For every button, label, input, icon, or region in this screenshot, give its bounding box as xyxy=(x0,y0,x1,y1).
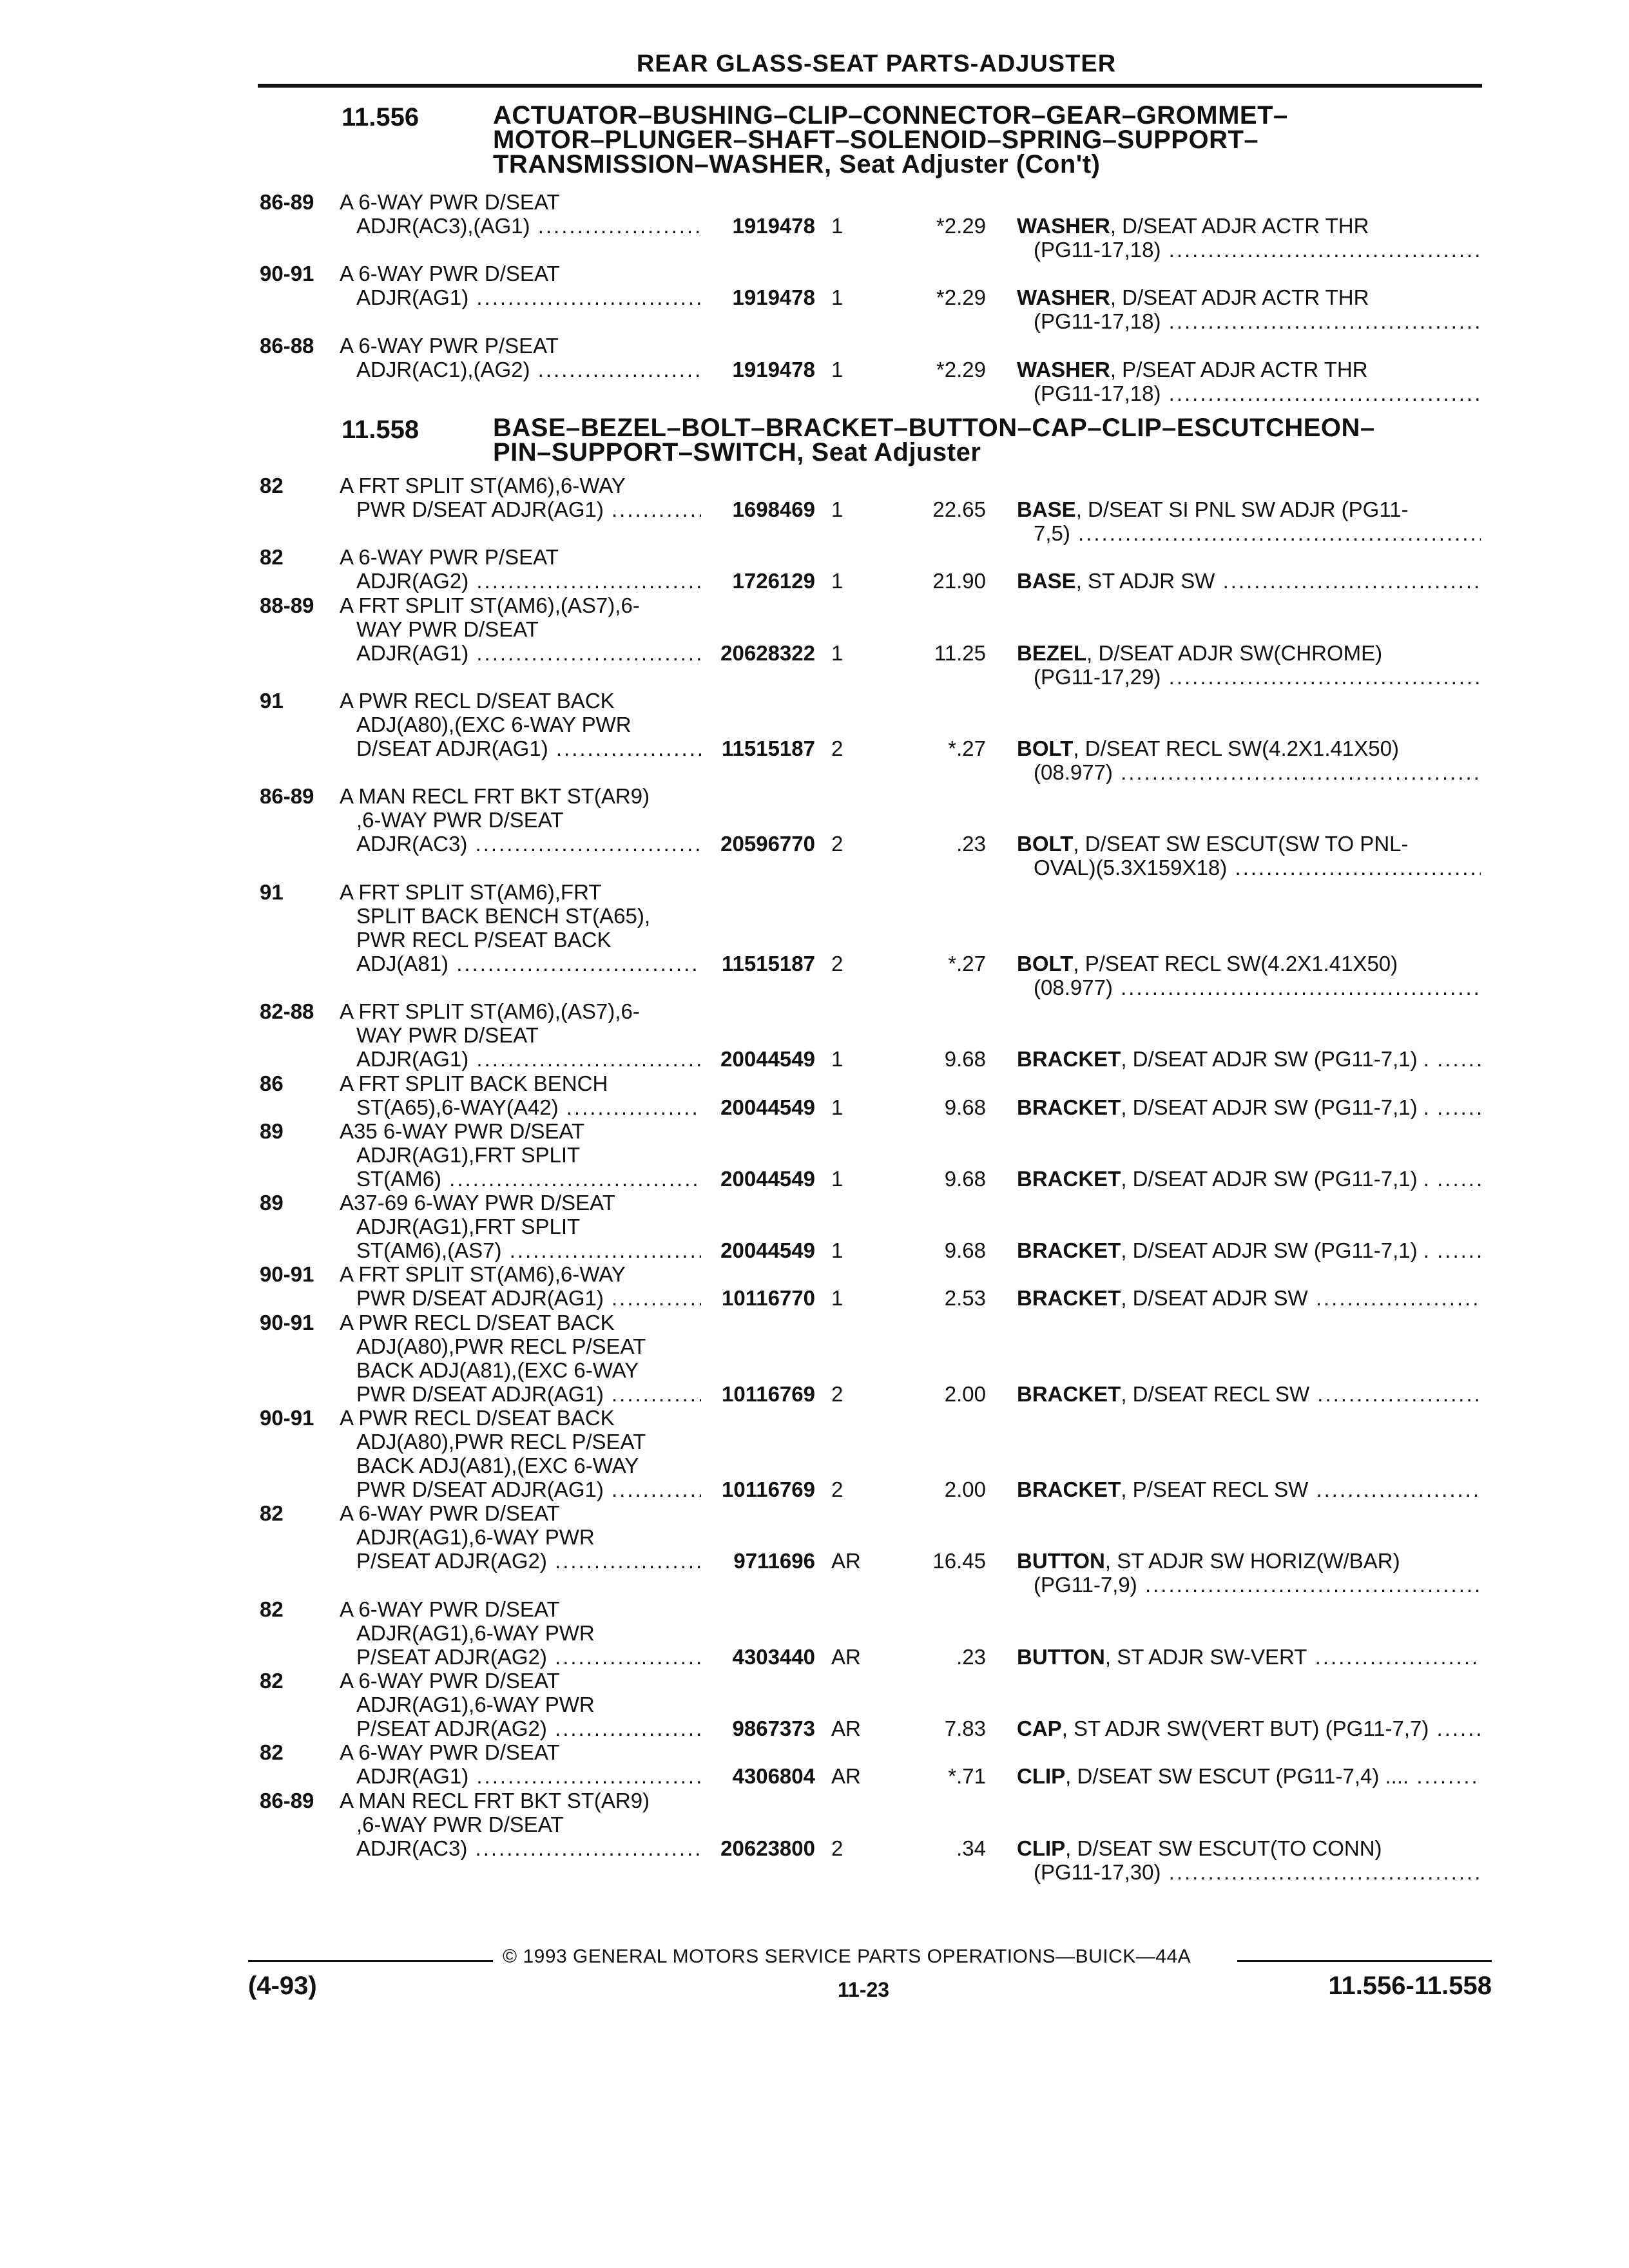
part-detail: , D/SEAT SW ESCUT (PG11-7,4) .... ..... xyxy=(1065,1764,1481,1788)
part-name: CLIP xyxy=(1017,1836,1066,1860)
usage-description xyxy=(340,1501,684,1573)
part-detail: , P/SEAT RECL SW(4.2X1.41X50) xyxy=(1073,951,1398,975)
part-description xyxy=(1017,1836,1481,1884)
quantity: 1 xyxy=(831,285,843,310)
usage-line: A PWR RECL D/SEAT BACK xyxy=(340,688,615,713)
usage-line: A 6-WAY PWR D/SEAT xyxy=(340,1501,560,1526)
model-year: 88-89 xyxy=(260,593,314,617)
usage-line: A FRT SPLIT ST(AM6),(AS7),6- xyxy=(340,593,640,617)
usage-line: ADJR(AG1) ..... xyxy=(340,1047,684,1071)
part-number: 20628322 xyxy=(720,640,815,665)
footer-copyright: © 1993 GENERAL MOTORS SERVICE PARTS OPERATIONS—BUICK—44A xyxy=(503,1946,1191,1967)
usage-description xyxy=(340,880,684,975)
quantity: 2 xyxy=(831,951,843,975)
part-detail-cont: (PG11-17,18) ..... xyxy=(1034,309,1481,333)
model-year: 91 xyxy=(260,879,284,904)
list-price: 9.68 xyxy=(944,1095,986,1119)
part-number: 20044549 xyxy=(720,1095,815,1119)
usage-description xyxy=(340,1072,684,1119)
model-year: 90-91 xyxy=(260,262,314,286)
part-detail: , D/SEAT ADJR SW (PG11-7,1) . ..... xyxy=(1121,1167,1481,1191)
quantity: AR xyxy=(831,1764,861,1789)
part-detail: , P/SEAT RECL SW ..... xyxy=(1121,1477,1481,1501)
usage-line: A 6-WAY PWR D/SEAT xyxy=(340,1740,560,1765)
list-price: .23 xyxy=(956,1644,986,1669)
model-year: 82 xyxy=(260,1501,284,1526)
part-line xyxy=(1017,497,1481,521)
usage-line: A 6-WAY PWR D/SEAT xyxy=(340,262,560,286)
part-number: 11515187 xyxy=(721,736,815,761)
part-name: BASE xyxy=(1017,497,1076,522)
usage-line: P/SEAT ADJR(AG2) ..... xyxy=(340,1549,684,1573)
list-price: .23 xyxy=(956,832,986,856)
usage-line: ST(AM6) ..... xyxy=(340,1167,684,1191)
model-year: 89 xyxy=(260,1119,284,1143)
part-number: 10116769 xyxy=(721,1477,815,1502)
part-name: BOLT xyxy=(1017,951,1074,975)
part-detail: , P/SEAT ADJR ACTR THR xyxy=(1110,357,1368,381)
usage-description xyxy=(340,1597,684,1669)
usage-line: P/SEAT ADJR(AG2) ..... xyxy=(340,1645,684,1669)
part-line xyxy=(1017,521,1481,545)
list-price: *.27 xyxy=(948,951,986,975)
list-price: 9.68 xyxy=(944,1238,986,1263)
usage-line: A MAN RECL FRT BKT ST(AR9) xyxy=(340,784,650,809)
part-detail-cont: (PG11-7,9) ..... xyxy=(1034,1573,1481,1597)
section-number: 11.558 xyxy=(342,416,419,444)
usage-description xyxy=(340,190,684,238)
quantity: 2 xyxy=(831,1477,843,1502)
part-detail-cont: (PG11-17,18) ..... xyxy=(1034,381,1481,405)
usage-line: ADJR(AG2) ..... xyxy=(340,569,684,593)
usage-description xyxy=(340,1740,684,1788)
usage-description xyxy=(340,1262,684,1310)
part-description xyxy=(1017,1549,1481,1597)
quantity: 1 xyxy=(831,214,843,238)
usage-line: A PWR RECL D/SEAT BACK xyxy=(340,1405,615,1430)
usage-line: A37-69 6-WAY PWR D/SEAT xyxy=(340,1191,615,1215)
part-name: WASHER xyxy=(1017,357,1110,381)
usage-line: A 6-WAY PWR D/SEAT xyxy=(340,190,560,214)
usage-line: A FRT SPLIT ST(AM6),6-WAY xyxy=(340,474,626,497)
part-line xyxy=(1017,1095,1481,1119)
usage-line: PWR RECL P/SEAT BACK xyxy=(356,927,612,952)
part-name: WASHER xyxy=(1017,214,1110,238)
part-detail-cont: (PG11-17,29) ..... xyxy=(1034,665,1481,689)
part-description xyxy=(1017,1382,1481,1406)
part-line xyxy=(1017,1573,1481,1597)
usage-line: ST(AM6),(AS7) ..... xyxy=(340,1238,684,1262)
usage-line: PWR D/SEAT ADJR(AG1) ..... xyxy=(340,1477,684,1501)
part-detail-cont: 7,5) ..... xyxy=(1034,521,1481,545)
usage-line: ADJR(AC3) ..... xyxy=(340,832,684,856)
part-name: BRACKET xyxy=(1017,1047,1121,1072)
part-line xyxy=(1017,1764,1481,1788)
usage-line: WAY PWR D/SEAT xyxy=(356,1023,539,1048)
model-year: 86-89 xyxy=(260,190,314,214)
usage-description xyxy=(340,1669,684,1740)
footer-rule-left xyxy=(248,1960,493,1962)
model-year: 82 xyxy=(260,545,284,570)
list-price: 9.68 xyxy=(944,1166,986,1191)
model-year: 90-91 xyxy=(260,1310,314,1334)
footer-page-number: 11-23 xyxy=(838,1978,890,2001)
usage-description xyxy=(340,1789,684,1860)
quantity: AR xyxy=(831,1716,861,1741)
part-description xyxy=(1017,1238,1481,1262)
part-line xyxy=(1017,285,1481,309)
part-line xyxy=(1017,358,1481,381)
usage-description xyxy=(340,1119,684,1191)
part-line xyxy=(1017,1549,1481,1573)
footer-rule-right xyxy=(1237,1960,1492,1962)
usage-line: ,6-WAY PWR D/SEAT xyxy=(356,1812,564,1836)
usage-description xyxy=(340,689,684,760)
part-detail-cont: (08.977) ..... xyxy=(1034,975,1481,999)
part-line xyxy=(1017,381,1481,405)
part-line xyxy=(1017,238,1481,262)
model-year: 89 xyxy=(260,1191,284,1215)
usage-line: ADJR(AG1) ..... xyxy=(340,285,684,309)
part-number: 9867373 xyxy=(732,1716,815,1741)
part-description xyxy=(1017,1167,1481,1191)
part-detail: , ST ADJR SW HORIZ(W/BAR) xyxy=(1104,1549,1400,1573)
quantity: 2 xyxy=(831,736,843,761)
list-price: 22.65 xyxy=(932,497,986,522)
part-line xyxy=(1017,309,1481,333)
part-name: BRACKET xyxy=(1017,1381,1121,1406)
usage-line: ADJR(AG1),6-WAY PWR xyxy=(356,1620,595,1645)
quantity: 1 xyxy=(831,640,843,665)
part-detail: , D/SEAT SW ESCUT(TO CONN) xyxy=(1065,1836,1382,1860)
part-description xyxy=(1017,214,1481,262)
list-price: *2.29 xyxy=(936,214,986,238)
model-year: 82 xyxy=(260,1669,284,1693)
usage-line: D/SEAT ADJR(AG1) ..... xyxy=(340,736,684,760)
quantity: 1 xyxy=(831,497,843,522)
quantity: AR xyxy=(831,1549,861,1573)
part-description xyxy=(1017,1286,1481,1310)
model-year: 86-89 xyxy=(260,784,314,809)
part-detail-cont: (PG11-17,30) ..... xyxy=(1034,1860,1481,1884)
section-title: ACTUATOR–BUSHING–CLIP–CONNECTOR–GEAR–GROMMET– MOTOR–PLUNGER–SHAFT–SOLENOID–SPRING–SUPPORT– TRANSMISSION–WASHER, Seat Adjuster (Con't) xyxy=(493,101,1288,178)
quantity: 1 xyxy=(831,357,843,381)
part-description xyxy=(1017,1645,1481,1669)
part-line xyxy=(1017,641,1481,665)
part-line xyxy=(1017,1286,1481,1310)
usage-description xyxy=(340,784,684,856)
part-number: 9711696 xyxy=(733,1549,815,1573)
part-number: 1698469 xyxy=(732,497,815,522)
usage-line: A 6-WAY PWR D/SEAT xyxy=(340,1669,560,1693)
part-number: 20623800 xyxy=(720,1836,815,1860)
usage-line: A35 6-WAY PWR D/SEAT xyxy=(340,1119,585,1143)
part-detail: , D/SEAT ADJR ACTR THR xyxy=(1110,285,1369,310)
part-line xyxy=(1017,214,1481,238)
usage-line: ADJ(A81) ..... xyxy=(340,952,684,975)
model-year: 82 xyxy=(260,1597,284,1621)
model-year: 90-91 xyxy=(260,1262,314,1287)
part-name: BOLT xyxy=(1017,736,1074,761)
part-name: BRACKET xyxy=(1017,1286,1121,1311)
page-title: REAR GLASS-SEAT PARTS-ADJUSTER xyxy=(636,50,1117,77)
list-price: 7.83 xyxy=(944,1716,986,1741)
part-line xyxy=(1017,569,1481,593)
part-number: 1919478 xyxy=(732,214,815,238)
model-year: 82 xyxy=(260,474,284,497)
part-description xyxy=(1017,1095,1481,1119)
usage-line: A FRT SPLIT BACK BENCH xyxy=(340,1071,608,1095)
part-detail: , D/SEAT RECL SW(4.2X1.41X50) xyxy=(1073,736,1399,761)
usage-line: ADJR(AG1) ..... xyxy=(340,1764,684,1788)
usage-description xyxy=(340,1406,684,1501)
usage-line: A FRT SPLIT ST(AM6),(AS7),6- xyxy=(340,999,640,1024)
usage-description xyxy=(340,334,684,381)
part-description xyxy=(1017,1477,1481,1501)
usage-line: ADJR(AC1),(AG2) ..... xyxy=(340,358,684,381)
list-price: 2.00 xyxy=(944,1381,986,1406)
part-line xyxy=(1017,1047,1481,1071)
usage-line: PWR D/SEAT ADJR(AG1) ..... xyxy=(340,1286,684,1310)
usage-line: PWR D/SEAT ADJR(AG1) ..... xyxy=(340,497,684,521)
part-description xyxy=(1017,1764,1481,1788)
part-detail: , D/SEAT RECL SW ..... xyxy=(1121,1382,1481,1406)
usage-line: A MAN RECL FRT BKT ST(AR9) xyxy=(340,1788,650,1812)
part-description xyxy=(1017,736,1481,784)
quantity: 2 xyxy=(831,1836,843,1860)
usage-line: BACK ADJ(A81),(EXC 6-WAY xyxy=(356,1453,639,1477)
part-line xyxy=(1017,856,1481,879)
usage-line: A PWR RECL D/SEAT BACK xyxy=(340,1310,615,1334)
list-price: 2.53 xyxy=(944,1286,986,1311)
part-number: 10116770 xyxy=(721,1286,815,1311)
model-year: 91 xyxy=(260,688,284,713)
part-detail: , D/SEAT SW ESCUT(SW TO PNL- xyxy=(1073,832,1409,856)
part-detail-cont: (08.977) ..... xyxy=(1034,760,1481,784)
part-name: BRACKET xyxy=(1017,1477,1121,1502)
part-detail: , ST ADJR SW-VERT ..... xyxy=(1105,1645,1481,1669)
part-description xyxy=(1017,832,1481,879)
part-line xyxy=(1017,952,1481,975)
part-name: BUTTON xyxy=(1017,1549,1105,1573)
part-detail: , D/SEAT ADJR SW(CHROME) xyxy=(1086,640,1383,665)
footer-section-range: 11.556-11.558 xyxy=(1328,1972,1492,2000)
part-line xyxy=(1017,1382,1481,1406)
usage-line: ADJR(AG1),FRT SPLIT xyxy=(356,1142,581,1167)
quantity: 1 xyxy=(831,569,843,593)
part-detail: , D/SEAT ADJR SW (PG11-7,1) . ..... xyxy=(1121,1238,1481,1262)
list-price: 11.25 xyxy=(934,640,986,665)
part-line xyxy=(1017,760,1481,784)
part-name: BRACKET xyxy=(1017,1166,1121,1191)
part-name: BEZEL xyxy=(1017,640,1087,665)
part-name: BRACKET xyxy=(1017,1095,1121,1119)
part-detail: , D/SEAT ADJR SW ..... xyxy=(1121,1286,1481,1310)
usage-line: ADJR(AG1),6-WAY PWR xyxy=(356,1693,595,1716)
usage-line: ADJ(A80),PWR RECL P/SEAT xyxy=(356,1334,646,1358)
usage-line: A 6-WAY PWR P/SEAT xyxy=(340,545,559,570)
part-detail: , D/SEAT ADJR ACTR THR xyxy=(1110,214,1369,238)
quantity: 1 xyxy=(831,1238,843,1263)
usage-line: ADJR(AG1),6-WAY PWR xyxy=(356,1525,595,1550)
part-number: 20044549 xyxy=(720,1047,815,1072)
part-number: 1919478 xyxy=(732,285,815,310)
usage-line: A 6-WAY PWR D/SEAT xyxy=(340,1597,560,1621)
model-year: 82-88 xyxy=(260,999,314,1024)
part-number: 20044549 xyxy=(720,1238,815,1263)
part-description xyxy=(1017,358,1481,405)
usage-line: WAY PWR D/SEAT xyxy=(356,617,539,641)
list-price: *2.29 xyxy=(936,285,986,310)
part-detail: , ST ADJR SW ..... xyxy=(1076,569,1481,593)
usage-line: ADJR(AC3),(AG1) ..... xyxy=(340,214,684,238)
quantity: 1 xyxy=(831,1286,843,1311)
part-detail: , D/SEAT ADJR SW (PG11-7,1) . ..... xyxy=(1121,1047,1481,1071)
list-price: 16.45 xyxy=(932,1549,986,1573)
model-year: 90-91 xyxy=(260,1405,314,1430)
usage-description xyxy=(340,474,684,521)
part-number: 4306804 xyxy=(732,1764,815,1789)
section-title: BASE–BEZEL–BOLT–BRACKET–BUTTON–CAP–CLIP–ESCUTCHEON– PIN–SUPPORT–SWITCH, Seat Adjuster xyxy=(493,414,1375,466)
part-number: 4303440 xyxy=(732,1644,815,1669)
usage-line: SPLIT BACK BENCH ST(A65), xyxy=(356,903,651,928)
part-line xyxy=(1017,1238,1481,1262)
usage-line: ADJR(AC3) ..... xyxy=(340,1836,684,1860)
part-name: BRACKET xyxy=(1017,1238,1121,1263)
list-price: 9.68 xyxy=(944,1047,986,1072)
quantity: 2 xyxy=(831,832,843,856)
usage-description xyxy=(340,1311,684,1406)
part-name: BASE xyxy=(1017,569,1076,593)
usage-description xyxy=(340,545,684,593)
part-name: CAP xyxy=(1017,1716,1062,1741)
usage-line: ,6-WAY PWR D/SEAT xyxy=(356,808,564,832)
list-price: *2.29 xyxy=(936,357,986,381)
part-detail: , D/SEAT SI PNL SW ADJR (PG11- xyxy=(1075,497,1409,522)
model-year: 86-89 xyxy=(260,1788,314,1812)
part-description xyxy=(1017,497,1481,545)
usage-line: A 6-WAY PWR P/SEAT xyxy=(340,333,559,358)
part-detail: , ST ADJR SW(VERT BUT) (PG11-7,7) ..... xyxy=(1062,1716,1481,1740)
footer-date-code: (4-93) xyxy=(248,1972,317,2000)
quantity: 1 xyxy=(831,1095,843,1119)
part-line xyxy=(1017,736,1481,760)
usage-line: ADJ(A80),PWR RECL P/SEAT xyxy=(356,1429,646,1454)
model-year: 82 xyxy=(260,1740,284,1765)
part-line xyxy=(1017,1477,1481,1501)
part-description xyxy=(1017,569,1481,593)
part-detail-cont: OVAL)(5.3X159X18) ..... xyxy=(1034,856,1481,879)
part-line xyxy=(1017,1716,1481,1740)
part-name: BUTTON xyxy=(1017,1644,1105,1669)
part-name: CLIP xyxy=(1017,1764,1066,1789)
list-price: *.71 xyxy=(948,1764,986,1789)
list-price: 21.90 xyxy=(932,569,986,593)
part-description xyxy=(1017,1716,1481,1740)
part-description xyxy=(1017,285,1481,333)
part-name: BOLT xyxy=(1017,832,1074,856)
part-number: 11515187 xyxy=(721,951,815,975)
model-year: 86-88 xyxy=(260,333,314,358)
model-year: 86 xyxy=(260,1071,284,1095)
quantity: AR xyxy=(831,1644,861,1669)
quantity: 1 xyxy=(831,1047,843,1072)
part-line xyxy=(1017,1645,1481,1669)
usage-line: ADJ(A80),(EXC 6-WAY PWR xyxy=(356,712,631,736)
part-number: 10116769 xyxy=(721,1381,815,1406)
usage-line: BACK ADJ(A81),(EXC 6-WAY xyxy=(356,1358,639,1382)
part-line xyxy=(1017,665,1481,689)
quantity: 1 xyxy=(831,1166,843,1191)
list-price: .34 xyxy=(956,1836,986,1860)
part-description xyxy=(1017,952,1481,999)
usage-description xyxy=(340,593,684,665)
part-line xyxy=(1017,1167,1481,1191)
usage-line: ADJR(AG1) ..... xyxy=(340,641,684,665)
usage-line: ST(A65),6-WAY(A42) ..... xyxy=(340,1095,684,1119)
part-number: 1919478 xyxy=(732,357,815,381)
usage-description xyxy=(340,262,684,309)
part-name: WASHER xyxy=(1017,285,1110,310)
usage-line: ADJR(AG1),FRT SPLIT xyxy=(356,1215,581,1238)
part-description xyxy=(1017,1047,1481,1071)
part-description xyxy=(1017,641,1481,689)
usage-line: A FRT SPLIT ST(AM6),6-WAY xyxy=(340,1262,626,1287)
part-number: 20044549 xyxy=(720,1166,815,1191)
section-number: 11.556 xyxy=(342,103,419,131)
list-price: 2.00 xyxy=(944,1477,986,1502)
usage-line: P/SEAT ADJR(AG2) ..... xyxy=(340,1716,684,1740)
usage-line: A FRT SPLIT ST(AM6),FRT xyxy=(340,879,602,904)
part-detail: , D/SEAT ADJR SW (PG11-7,1) . ..... xyxy=(1121,1095,1481,1119)
part-number: 20596770 xyxy=(720,832,815,856)
part-line xyxy=(1017,975,1481,999)
part-line xyxy=(1017,1836,1481,1860)
part-line xyxy=(1017,1860,1481,1884)
quantity: 2 xyxy=(831,1381,843,1406)
usage-line: PWR D/SEAT ADJR(AG1) ..... xyxy=(340,1382,684,1406)
usage-description xyxy=(340,999,684,1071)
part-line xyxy=(1017,832,1481,856)
header-rule xyxy=(258,84,1482,88)
part-detail-cont: (PG11-17,18) ..... xyxy=(1034,238,1481,262)
list-price: *.27 xyxy=(948,736,986,761)
part-number: 1726129 xyxy=(732,569,815,593)
usage-description xyxy=(340,1191,684,1262)
